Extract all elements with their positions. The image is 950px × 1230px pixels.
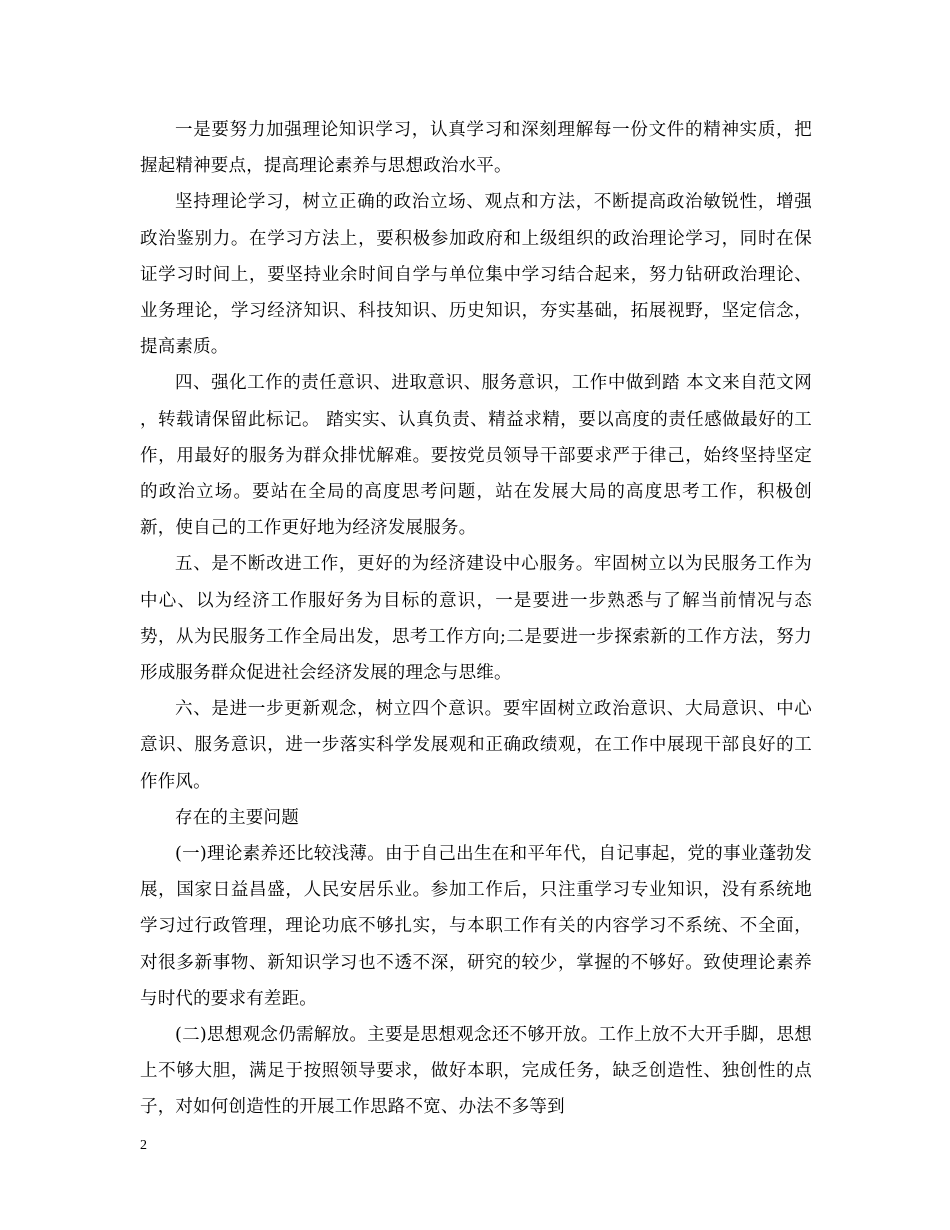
paragraph-4: 五、是不断改进工作，更好的为经济建设中心服务。牢固树立以为民服务工作为中心、以为经济工作服好务为目标的意识，一是要进一步熟悉与了解当前情况与态势，从为民服务工作全局出发，思考工作方向;二是要进一步探索新的工作方法，努力形成服务群众促进社会经济发展的理念与思维。 xyxy=(140,554,812,684)
paragraph-2: 坚持理论学习，树立正确的政治立场、观点和方法，不断提高政治敏锐性，增强政治鉴别力。在学习方法上，要积极参加政府和上级组织的政治理论学习，同时在保证学习时间上，要坚持业余时间自学与单位集中学习结合起来，努力钻研政治理论、业务理论，学习经济知识、科技知识、历史知识，夯实基础，拓展视野，坚定信念，提高素质。 xyxy=(140,192,812,358)
paragraph-1: 一是要努力加强理论知识学习，认真学习和深刻理解每一份文件的精神实质，把握起精神要点，提高理论素养与思想政治水平。 xyxy=(140,120,812,177)
paragraph-5: 六、是进一步更新观念，树立四个意识。要牢固树立政治意识、大局意识、中心意识、服务意识，进一步落实科学发展观和正确政绩观，在工作中展现干部良好的工作作风。 xyxy=(140,699,812,792)
paragraph-7: (二)思想观念仍需解放。主要是思想观念还不够开放。工作上放不大开手脚，思想上不够大胆，满足于按照领导要求，做好本职，完成任务，缺乏创造性、独创性的点子，对如何创造性的开展工作思路不宽、办法不多等到 xyxy=(140,1025,812,1118)
page-number: 2 xyxy=(140,1138,147,1153)
paragraph-6: (一)理论素养还比较浅薄。由于自己出生在和平年代，自记事起，党的事业蓬勃发展，国家日益昌盛，人民安居乐业。参加工作后，只注重学习专业知识，没有系统地学习过行政管理，理论功底不够扎实，与本职工作有关的内容学习不系统、不全面，对很多新事物、新知识学习也不透不深，研究的较少，掌握的不够好。致使理论素养与时代的要求有差距。 xyxy=(140,844,812,1009)
section-heading: 存在的主要问题 xyxy=(175,807,299,828)
document-body xyxy=(140,112,812,1126)
paragraph-3: 四、强化工作的责任意识、进取意识、服务意识，工作中做到踏 本文来自范文网 ，转载请保留此标记。 踏实实、认真负责、精益求精，要以高度的责任感做最好的工作，用最好的服务为群众排忧解难。要按党员领导干部要求严于律己，始终坚持坚定的政治立场。要站在全局的高度思考问题，站在发展大局的高度思考工作，积极创新，使自己的工作更好地为经济发展服务。 xyxy=(140,373,812,539)
